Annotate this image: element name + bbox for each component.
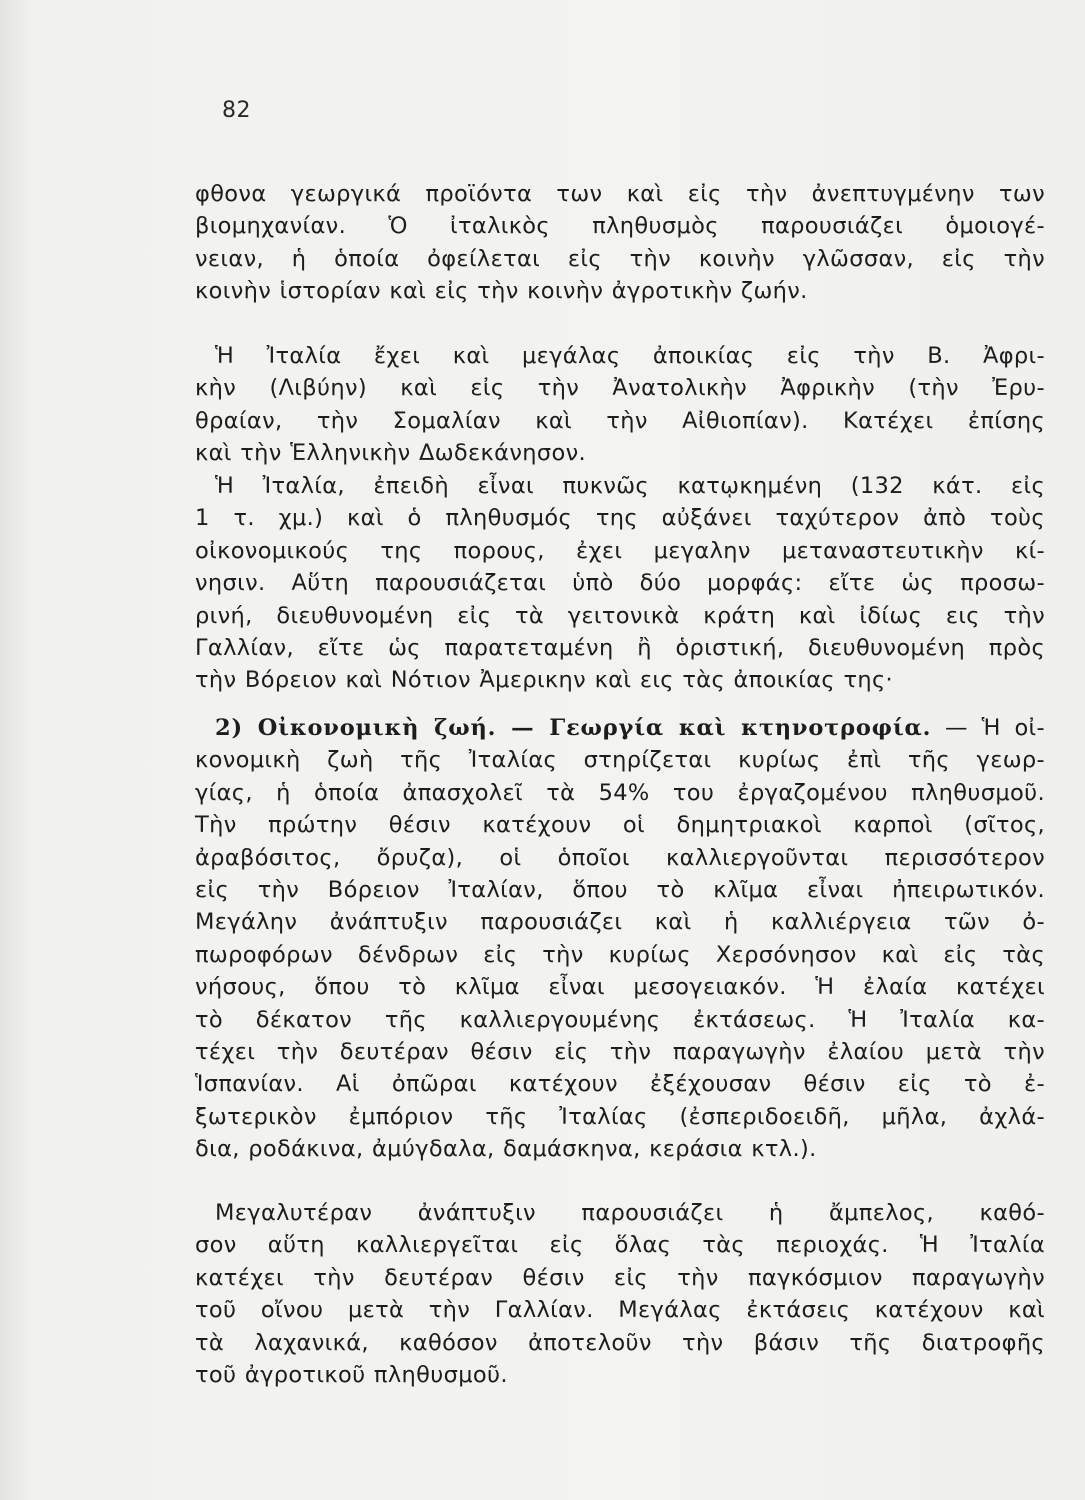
text-line: Γαλλίαν, εἴτε ὡς παρατεταμένη ἢ ὁριστική, διευθυνομένη πρὸς — [195, 634, 1045, 661]
paragraph-2 — [195, 340, 1045, 470]
text-line: 1 τ. χμ.) καὶ ὁ πληθυσμός της αὐξάνει ταχύτερον ἀπὸ τοὺς — [195, 505, 1045, 532]
heading-line-tail: — Ἡ οἰ- — [945, 715, 1045, 741]
text-line: τὴν Βόρειον καὶ Νότιον Ἀμερικην καὶ εις τὰς ἀποικίας της· — [195, 667, 894, 694]
section-economic-life — [195, 712, 1045, 1165]
text-line: τέχει τὴν δευτέραν θέσιν εἰς τὴν παραγωγὴν ἐλαίου μετὰ τὴν — [195, 1038, 1045, 1065]
paragraph-3 — [195, 470, 1045, 697]
section-heading: 2) Οἰκονομικὴ ζωή. — Γεωργία καὶ κτηνοτροφία. — [215, 715, 932, 741]
text-line: Τὴν πρώτην θέσιν κατέχουν οἱ δημητριακοὶ καρποὶ (σῖτος, — [195, 812, 1045, 839]
text-line — [195, 1197, 1045, 1229]
text-line: τοῦ οἴνου μετὰ τὴν Γαλλίαν. Μεγάλας ἐκτάσεις κατέχουν καὶ — [195, 1297, 1045, 1324]
text-line: νήσους, ὅπου τὸ κλῖμα εἶναι μεσογειακόν. Ἡ ἐλαία κατέχει — [195, 974, 1045, 1001]
text-line: δια, ροδάκινα, ἀμύγδαλα, δαμάσκηνα, κεράσια κτλ.). — [195, 1136, 817, 1163]
text-line: νειαν, ἡ ὁποία ὀφείλεται εἰς τὴν κοινὴν γλῶσσαν, εἰς τὴν — [195, 245, 1045, 272]
text-line: κονομικὴ ζωὴ τῆς Ἰταλίας στηρίζεται κυρίως ἐπὶ τῆς γεωρ- — [195, 747, 1045, 774]
text-line-content: Ἡ Ἰταλία, ἐπειδὴ εἶναι πυκνῶς κατῳκημένη (132 κάτ. εἰς — [215, 473, 1045, 499]
text-line: βιομηχανίαν. Ὁ ἰταλικὸς πληθυσμὸς παρουσιάζει ὁμοιογέ- — [195, 213, 1045, 240]
section-heading-line — [195, 712, 1045, 744]
text-line: ἀραβόσιτος, ὄρυζα), οἱ ὁποῖοι καλλιεργοῦνται περισσότερον — [195, 844, 1045, 871]
text-line-content: Ἡ Ἰταλία ἔχει καὶ μεγάλας ἀποικίας εἰς τὴν Β. Ἀφρι- — [215, 343, 1045, 369]
text-line: τοῦ ἀγροτικοῦ πληθυσμοῦ. — [195, 1361, 508, 1388]
text-line: φθονα γεωργικά προϊόντα των καὶ εἰς τὴν ἀνεπτυγμένην των — [195, 181, 1045, 207]
text-line: εἰς τὴν Βόρειον Ἰταλίαν, ὅπου τὸ κλῖμα εἶναι ἠπειρωτικόν. — [195, 876, 1045, 903]
text-line — [195, 470, 1045, 502]
text-line: Ἱσπανίαν. Αἱ ὀπῶραι κατέχουν ἐξέχουσαν θέσιν εἰς τὸ ἐ- — [195, 1071, 1045, 1098]
text-line: τὰ λαχανικά, καθόσον ἀποτελοῦν τὴν βάσιν τῆς διατροφῆς — [195, 1329, 1045, 1356]
page-number: 82 — [222, 98, 251, 123]
text-line: ξωτερικὸν ἐμπόριον τῆς Ἰταλίας (ἐσπεριδοειδῆ, μῆλα, ἀχλά- — [195, 1103, 1045, 1130]
paragraph-1 — [195, 178, 1045, 308]
text-line — [195, 340, 1045, 372]
text-line: οἰκονομικούς της πορους, ἐχει μεγαλην μεταναστευτικὴν κί- — [195, 537, 1045, 564]
text-line: κατέχει τὴν δευτέραν θέσιν εἰς τὴν παγκόσμιον παραγωγὴν — [195, 1264, 1045, 1291]
text-line: καὶ τὴν Ἑλληνικὴν Δωδεκάνησον. — [195, 440, 587, 467]
text-line: πωροφόρων δένδρων εἰς τὴν κυρίως Χερσόνησον καὶ εἰς τὰς — [195, 941, 1045, 968]
paragraph-5 — [195, 1197, 1045, 1391]
text-line-content: Μεγαλυτέραν ἀνάπτυξιν παρουσιάζει ἡ ἄμπελος, καθό- — [215, 1200, 1045, 1226]
text-line: Μεγάλην ἀνάπτυξιν παρουσιάζει καὶ ἡ καλλιέργεια τῶν ὀ- — [195, 909, 1045, 936]
text-line: κοινὴν ἱστορίαν καὶ εἰς τὴν κοινὴν ἀγροτικὴν ζωήν. — [195, 278, 808, 305]
text-line: κὴν (Λιβύην) καὶ εἰς τὴν Ἀνατολικὴν Ἀφρικὴν (τὴν Ἐρυ- — [195, 375, 1045, 402]
text-line: νησιν. Αὕτη παρουσιάζεται ὑπὸ δύο μορφάς: εἴτε ὡς προσω- — [195, 570, 1045, 597]
text-line: γίας, ἡ ὁποία ἀπασχολεῖ τὰ 54% του ἐργαζομένου πληθυσμοῦ. — [195, 779, 1045, 806]
text-line: ρινή, διευθυνομένη εἰς τὰ γειτονικὰ κράτη καὶ ἰδίως εις τὴν — [195, 602, 1045, 629]
text-line: σον αὕτη καλλιεργεῖται εἰς ὅλας τὰς περιοχάς. Ἡ Ἰταλία — [195, 1232, 1045, 1259]
text-line: τὸ δέκατον τῆς καλλιεργουμένης ἐκτάσεως. Ἡ Ἰταλία κα- — [195, 1006, 1045, 1033]
text-line: θραίαν, τὴν Σομαλίαν καὶ τὴν Αἰθιοπίαν). Κατέχει ἐπίσης — [195, 407, 1045, 434]
